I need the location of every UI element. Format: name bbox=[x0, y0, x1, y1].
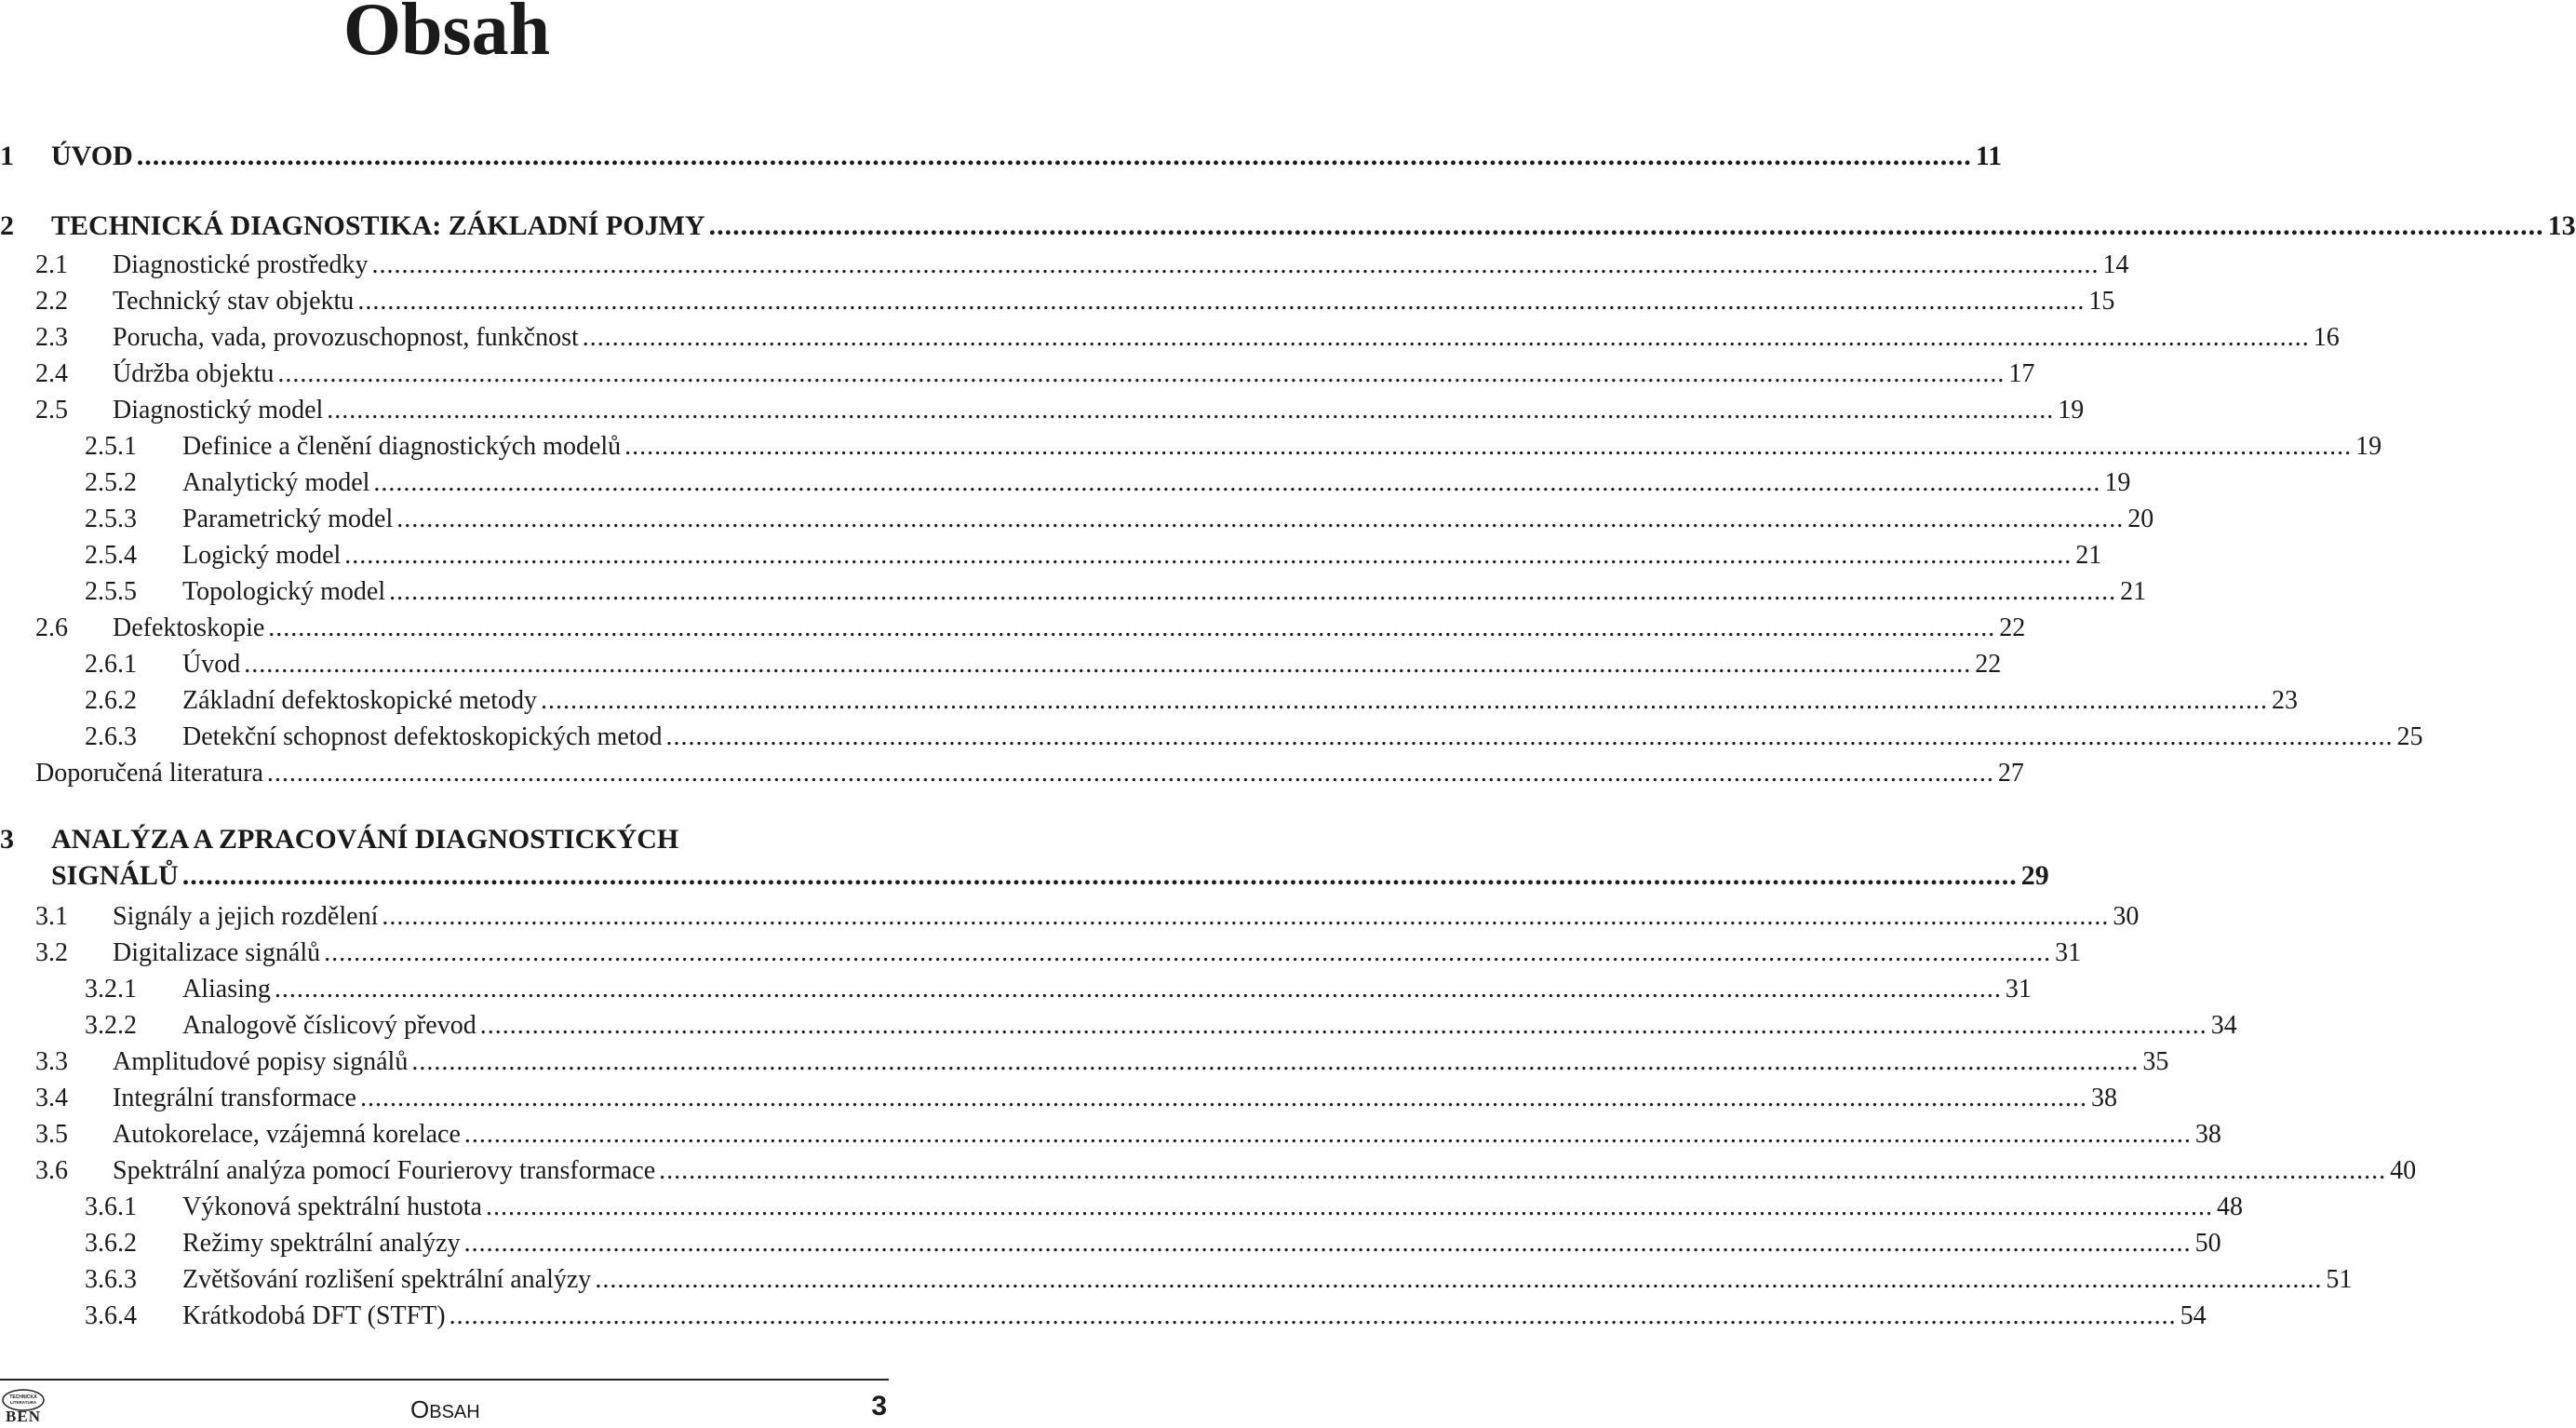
toc-entry-page: 51 bbox=[2326, 1265, 2353, 1294]
toc-entry[interactable] bbox=[35, 900, 2140, 934]
toc-entry[interactable] bbox=[85, 721, 2423, 754]
toc-entry[interactable] bbox=[85, 539, 2102, 573]
toc-entry[interactable] bbox=[35, 357, 2035, 391]
toc-entry-title: TECHNICKÁ DIAGNOSTIKA: ZÁKLADNÍ POJMY bbox=[51, 210, 705, 241]
toc-entry-page: 38 bbox=[2090, 1084, 2117, 1112]
toc-entry-title: Analytický model bbox=[182, 468, 370, 497]
toc-entry[interactable] bbox=[85, 1300, 2207, 1333]
toc-dot-leader bbox=[382, 900, 2109, 934]
toc-entry-title: Logický model bbox=[182, 541, 342, 570]
toc-entry-page: 15 bbox=[2088, 287, 2115, 316]
toc-entry-page: 19 bbox=[2058, 396, 2085, 424]
toc-entry-title: Úvod bbox=[182, 650, 241, 679]
toc-entry-number: 2.2 bbox=[35, 287, 68, 316]
toc-entry[interactable] bbox=[35, 1154, 2417, 1188]
toc-entry-title: Výkonová spektrální hustota bbox=[182, 1192, 482, 1221]
toc-entry-title: ÚVOD bbox=[51, 141, 133, 171]
toc-entry-title: Údržba objektu bbox=[113, 359, 275, 388]
toc-entry-title: Diagnostický model bbox=[113, 396, 324, 424]
toc-entry-page: 27 bbox=[1997, 759, 2024, 788]
toc-dot-leader bbox=[268, 612, 1995, 645]
toc-entry-title: Topologický model bbox=[182, 577, 386, 606]
toc-entry-number: 3.2.2 bbox=[85, 1011, 137, 1040]
toc-entry-page: 20 bbox=[2127, 505, 2154, 533]
toc-dot-leader bbox=[464, 1118, 2192, 1152]
toc-entry[interactable] bbox=[35, 612, 2026, 645]
toc-entry-number: 2.6 bbox=[35, 613, 68, 642]
toc-entry[interactable] bbox=[85, 648, 2002, 681]
toc-entry-number: 1 bbox=[0, 141, 14, 171]
toc-entry-title: Režimy spektrální analýzy bbox=[182, 1229, 461, 1258]
toc-entry-title: Detekční schopnost defektoskopických metod bbox=[182, 722, 663, 751]
toc-entry-number: 2.1 bbox=[35, 250, 68, 279]
toc-entry-number: 3.6.1 bbox=[85, 1192, 137, 1221]
chapter-title: ANALÝZA A ZPRACOVÁNÍ DIAGNOSTICKÝCH bbox=[51, 824, 679, 855]
footer-section-title bbox=[410, 1394, 480, 1428]
toc-entry-title: Analogově číslicový převod bbox=[182, 1011, 476, 1040]
toc-entry[interactable] bbox=[85, 684, 2298, 718]
toc-entry-number: 2.5.3 bbox=[85, 505, 137, 533]
footer-page-number: 3 bbox=[871, 1391, 887, 1421]
toc-entry-title: Digitalizace signálů bbox=[113, 938, 321, 967]
toc-entry-page: 19 bbox=[2355, 432, 2382, 461]
toc-entry-page: 25 bbox=[2396, 722, 2423, 751]
toc-entry-page: 35 bbox=[2142, 1047, 2169, 1076]
toc-entry-page: 54 bbox=[2180, 1301, 2207, 1330]
svg-text:BEN: BEN bbox=[6, 1408, 41, 1425]
toc-entry-page: 21 bbox=[2120, 577, 2147, 606]
toc-entry[interactable] bbox=[0, 140, 2003, 173]
toc-entry[interactable] bbox=[35, 285, 2115, 318]
toc-dot-leader bbox=[659, 1154, 2386, 1188]
toc-dot-leader bbox=[182, 859, 2018, 893]
toc-entry-title: Parametrický model bbox=[182, 505, 394, 533]
toc-entry-page: 31 bbox=[2055, 938, 2082, 967]
toc-entry[interactable] bbox=[85, 503, 2154, 536]
toc-entry[interactable] bbox=[85, 575, 2147, 609]
toc-entry-title: Diagnostické prostředky bbox=[113, 250, 369, 279]
toc-entry-page: 11 bbox=[1975, 141, 2003, 171]
toc-entry[interactable] bbox=[51, 859, 2049, 893]
toc-dot-leader bbox=[595, 1263, 2322, 1297]
toc-dot-leader bbox=[709, 209, 2544, 243]
toc-entry-number: 2.3 bbox=[35, 323, 68, 352]
toc-entry-number: 2.5.4 bbox=[85, 541, 137, 570]
toc-entry-title: Základní defektoskopické metody bbox=[182, 686, 537, 715]
toc-entry-page: 29 bbox=[2020, 860, 2049, 891]
toc-entry-number: 3.2.1 bbox=[85, 975, 137, 1004]
toc-dot-leader bbox=[327, 394, 2054, 427]
toc-entry[interactable] bbox=[35, 1118, 2221, 1152]
toc-entry-page: 19 bbox=[2104, 468, 2131, 497]
toc-entry-page: 17 bbox=[2008, 359, 2035, 388]
toc-entry[interactable] bbox=[35, 321, 2340, 355]
toc-entry-number: 2.6.2 bbox=[85, 686, 137, 715]
toc-entry-number: 3.6 bbox=[35, 1156, 68, 1185]
toc-entry-number: 2.5.2 bbox=[85, 468, 137, 497]
toc-entry[interactable] bbox=[35, 757, 2024, 790]
toc-entry-page: 21 bbox=[2075, 541, 2102, 570]
toc-entry-number: 3.1 bbox=[35, 902, 68, 931]
toc-dot-leader bbox=[357, 285, 2085, 318]
toc-dot-leader bbox=[389, 575, 2116, 609]
toc-dot-leader bbox=[541, 684, 2268, 718]
toc-dot-leader bbox=[464, 1227, 2192, 1260]
toc-entry-title: Spektrální analýza pomocí Fourierovy transformace bbox=[113, 1156, 656, 1185]
toc-entry-title: Technický stav objektu bbox=[113, 287, 355, 316]
toc-entry-title: Aliasing bbox=[182, 975, 271, 1004]
toc-entry-page: 40 bbox=[2390, 1156, 2417, 1185]
toc-entry-number: 3.5 bbox=[35, 1120, 68, 1149]
toc-entry-number: 2.5 bbox=[35, 396, 68, 424]
toc-entry[interactable] bbox=[0, 209, 2576, 243]
toc-entry-page: 30 bbox=[2113, 902, 2140, 931]
footer-rule bbox=[0, 1379, 889, 1381]
footer-title-initial: O bbox=[410, 1395, 430, 1423]
toc-entry-page: 34 bbox=[2210, 1011, 2237, 1040]
toc-entry-page: 22 bbox=[1975, 650, 2002, 679]
toc-dot-leader bbox=[486, 1191, 2213, 1224]
toc-entry-page: 13 bbox=[2547, 210, 2576, 241]
toc-entry-number: 2.5.5 bbox=[85, 577, 137, 606]
publisher-logo bbox=[0, 1387, 47, 1424]
toc-dot-leader bbox=[244, 648, 1971, 681]
toc-dot-leader bbox=[324, 936, 2051, 970]
footer-title-rest: BSAH bbox=[429, 1402, 480, 1422]
toc-dot-leader bbox=[373, 466, 2100, 500]
toc-dot-leader bbox=[275, 973, 2002, 1006]
toc-entry-title: Zvětšování rozlišení spektrální analýzy bbox=[182, 1265, 592, 1294]
toc-entry-title: Integrální transformace bbox=[113, 1084, 356, 1112]
toc-entry-number: 3.2 bbox=[35, 938, 68, 967]
toc-dot-leader bbox=[267, 757, 1994, 790]
toc-entry-title: Doporučená literatura bbox=[35, 759, 263, 788]
toc-dot-leader bbox=[360, 1082, 2087, 1115]
toc-dot-leader bbox=[277, 357, 2005, 391]
toc-entry[interactable] bbox=[35, 394, 2085, 427]
page-title: Obsah bbox=[342, 0, 551, 71]
toc-entry-page: 50 bbox=[2194, 1229, 2221, 1258]
toc-dot-leader bbox=[583, 321, 2310, 355]
toc-dot-leader bbox=[396, 503, 2124, 536]
toc-dot-leader bbox=[372, 249, 2100, 282]
toc-entry-title: Amplitudové popisy signálů bbox=[113, 1047, 409, 1076]
toc-dot-leader bbox=[137, 140, 1972, 173]
toc-entry-title: Defektoskopie bbox=[113, 613, 265, 642]
toc-entry-page: 38 bbox=[2194, 1120, 2221, 1149]
toc-dot-leader bbox=[666, 721, 2394, 754]
svg-text:TECHNICKÁ: TECHNICKÁ bbox=[9, 1394, 37, 1400]
toc-entry-number: 3.6.2 bbox=[85, 1229, 137, 1258]
toc-entry[interactable] bbox=[85, 1227, 2221, 1260]
toc-entry-number: 3.6.3 bbox=[85, 1265, 137, 1294]
toc-entry-title: Porucha, vada, provozuschopnost, funkčnost bbox=[113, 323, 579, 352]
toc-entry-number: 2.6.3 bbox=[85, 722, 137, 751]
chapter-number: 3 bbox=[0, 824, 14, 855]
toc-entry-page: 31 bbox=[2005, 975, 2032, 1004]
toc-entry-title: Autokorelace, vzájemná korelace bbox=[113, 1120, 461, 1149]
toc-entry-number: 2.5.1 bbox=[85, 432, 137, 461]
toc-entry[interactable] bbox=[85, 973, 2032, 1006]
toc-dot-leader bbox=[449, 1300, 2177, 1333]
toc-dot-leader bbox=[624, 430, 2352, 464]
toc-entry-title: SIGNÁLŮ bbox=[51, 860, 179, 891]
toc-entry-title: Definice a členění diagnostických modelů bbox=[182, 432, 622, 461]
toc-entry[interactable] bbox=[85, 1009, 2237, 1043]
toc-entry[interactable] bbox=[35, 249, 2129, 282]
toc-entry[interactable] bbox=[35, 1082, 2117, 1115]
toc-entry-page: 16 bbox=[2313, 323, 2340, 352]
toc-entry-number: 2.6.1 bbox=[85, 650, 137, 679]
toc-dot-leader bbox=[411, 1045, 2139, 1079]
toc-entry-page: 23 bbox=[2272, 686, 2298, 715]
toc-entry-number: 2 bbox=[0, 210, 14, 241]
toc-entry-number: 3.6.4 bbox=[85, 1301, 137, 1330]
toc-entry[interactable] bbox=[85, 430, 2382, 464]
toc-entry[interactable] bbox=[35, 936, 2082, 970]
toc-entry-number: 3.3 bbox=[35, 1047, 68, 1076]
toc-entry[interactable] bbox=[35, 1045, 2169, 1079]
toc-entry[interactable] bbox=[85, 1263, 2353, 1297]
toc-entry-title: Krátkodobá DFT (STFT) bbox=[182, 1301, 446, 1330]
toc-entry[interactable] bbox=[85, 466, 2131, 500]
toc-entry[interactable] bbox=[85, 1191, 2243, 1224]
toc-entry-page: 14 bbox=[2102, 250, 2129, 279]
toc-dot-leader bbox=[344, 539, 2072, 573]
svg-text:LITERATURA: LITERATURA bbox=[9, 1400, 37, 1405]
toc-entry-page: 22 bbox=[1999, 613, 2026, 642]
toc-entry-number: 2.4 bbox=[35, 359, 68, 388]
toc-entry-title: Signály a jejich rozdělení bbox=[113, 902, 379, 931]
toc-entry-number: 3.4 bbox=[35, 1084, 68, 1112]
toc-entry-page: 48 bbox=[2216, 1192, 2243, 1221]
toc-dot-leader bbox=[480, 1009, 2207, 1043]
